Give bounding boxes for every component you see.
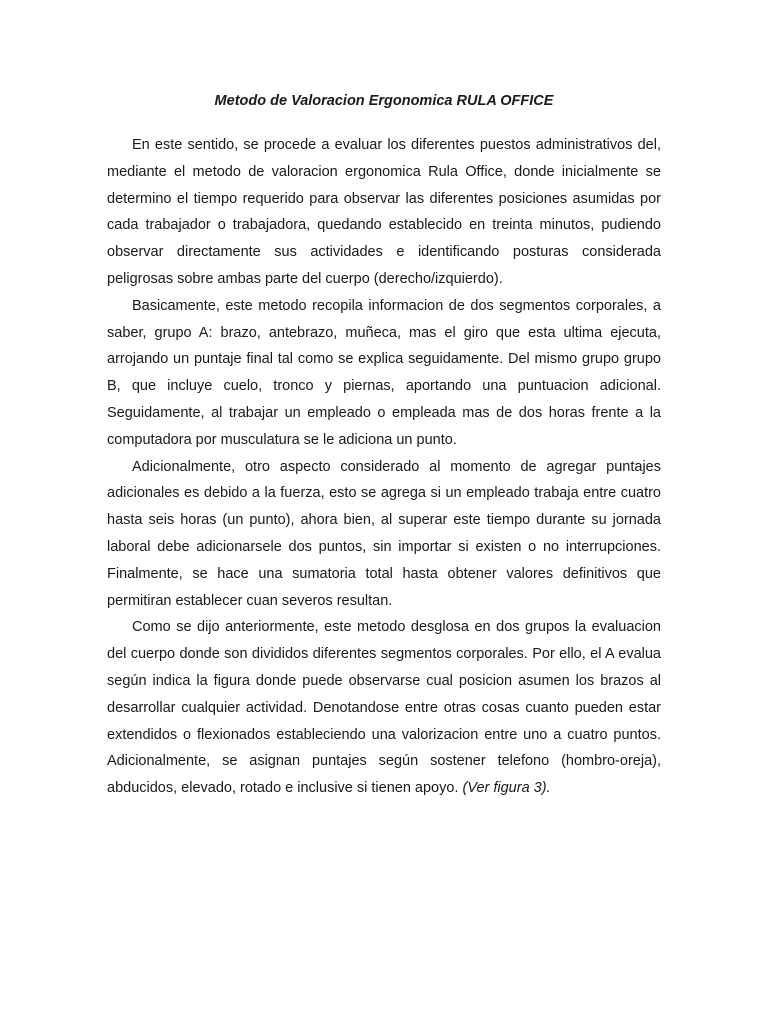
document-title: Metodo de Valoracion Ergonomica RULA OFFICE — [214, 93, 554, 109]
paragraph-2: Basicamente, este metodo recopila informacion de dos segmentos corporales, a saber, grupo A: brazo, antebrazo, muñeca, mas el giro que esta ultima ejecuta, arrojando un puntaje final tal como se explica seguidamente. Del mismo grupo grupo B, que incluye cuelo, tronco y piernas, aportando una puntuacion adicional. Seguidamente, al trabajar un empleado o empleada mas de dos horas frente a la computadora por musculatura se le adiciona un punto. — [107, 297, 661, 448]
paragraph-4 — [107, 614, 661, 802]
paragraph-1: En este sentido, se procede a evaluar los diferentes puestos administrativos del, mediante el metodo de valoracion ergonomica Rula Office, donde inicialmente se determino el tiempo requerido para observar las diferentes posiciones asumidas por cada trabajador o trabajadora, quedando establecido en treinta minutos, pudiendo observar directamente sus actividades e identificando posturas considerada peligrosas sobre ambas parte del cuerpo (derecho/izquierdo). — [107, 137, 661, 287]
figure-reference: (Ver figura 3). — [462, 780, 551, 797]
paragraph-4-text: Como se dijo anteriormente, este metodo desglosa en dos grupos la evaluacion del cuerpo donde son divididos diferentes segmentos corporales. Por ello, el A evalua según indica la figura donde puede observarse cual posicion asumen los brazos al desarrollar cualquier actividad. Denotandose entre otras cosas cuanto pueden estar extendidos o flexionados estableciendo una valorizacion entre uno a cuatro puntos. Adicionalmente, se asignan puntajes según sostener telefono (hombro-oreja), abducidos, elevado, rotado e inclusive si tienen apoyo. — [107, 619, 661, 797]
document-page — [107, 88, 661, 802]
paragraph-3: Adicionalmente, otro aspecto considerado al momento de agregar puntajes adicionales es debido a la fuerza, esto se agrega si un empleado trabaja entre cuatro hasta seis horas (un punto), ahora bien, al superar este tiempo durante su jornada laboral debe adicionarsele dos puntos, sin importar si existen o no interrupciones. Finalmente, se hace una sumatoria total hasta obtener valores definitivos que permitiran establecer cuan severos resultan. — [107, 458, 661, 609]
